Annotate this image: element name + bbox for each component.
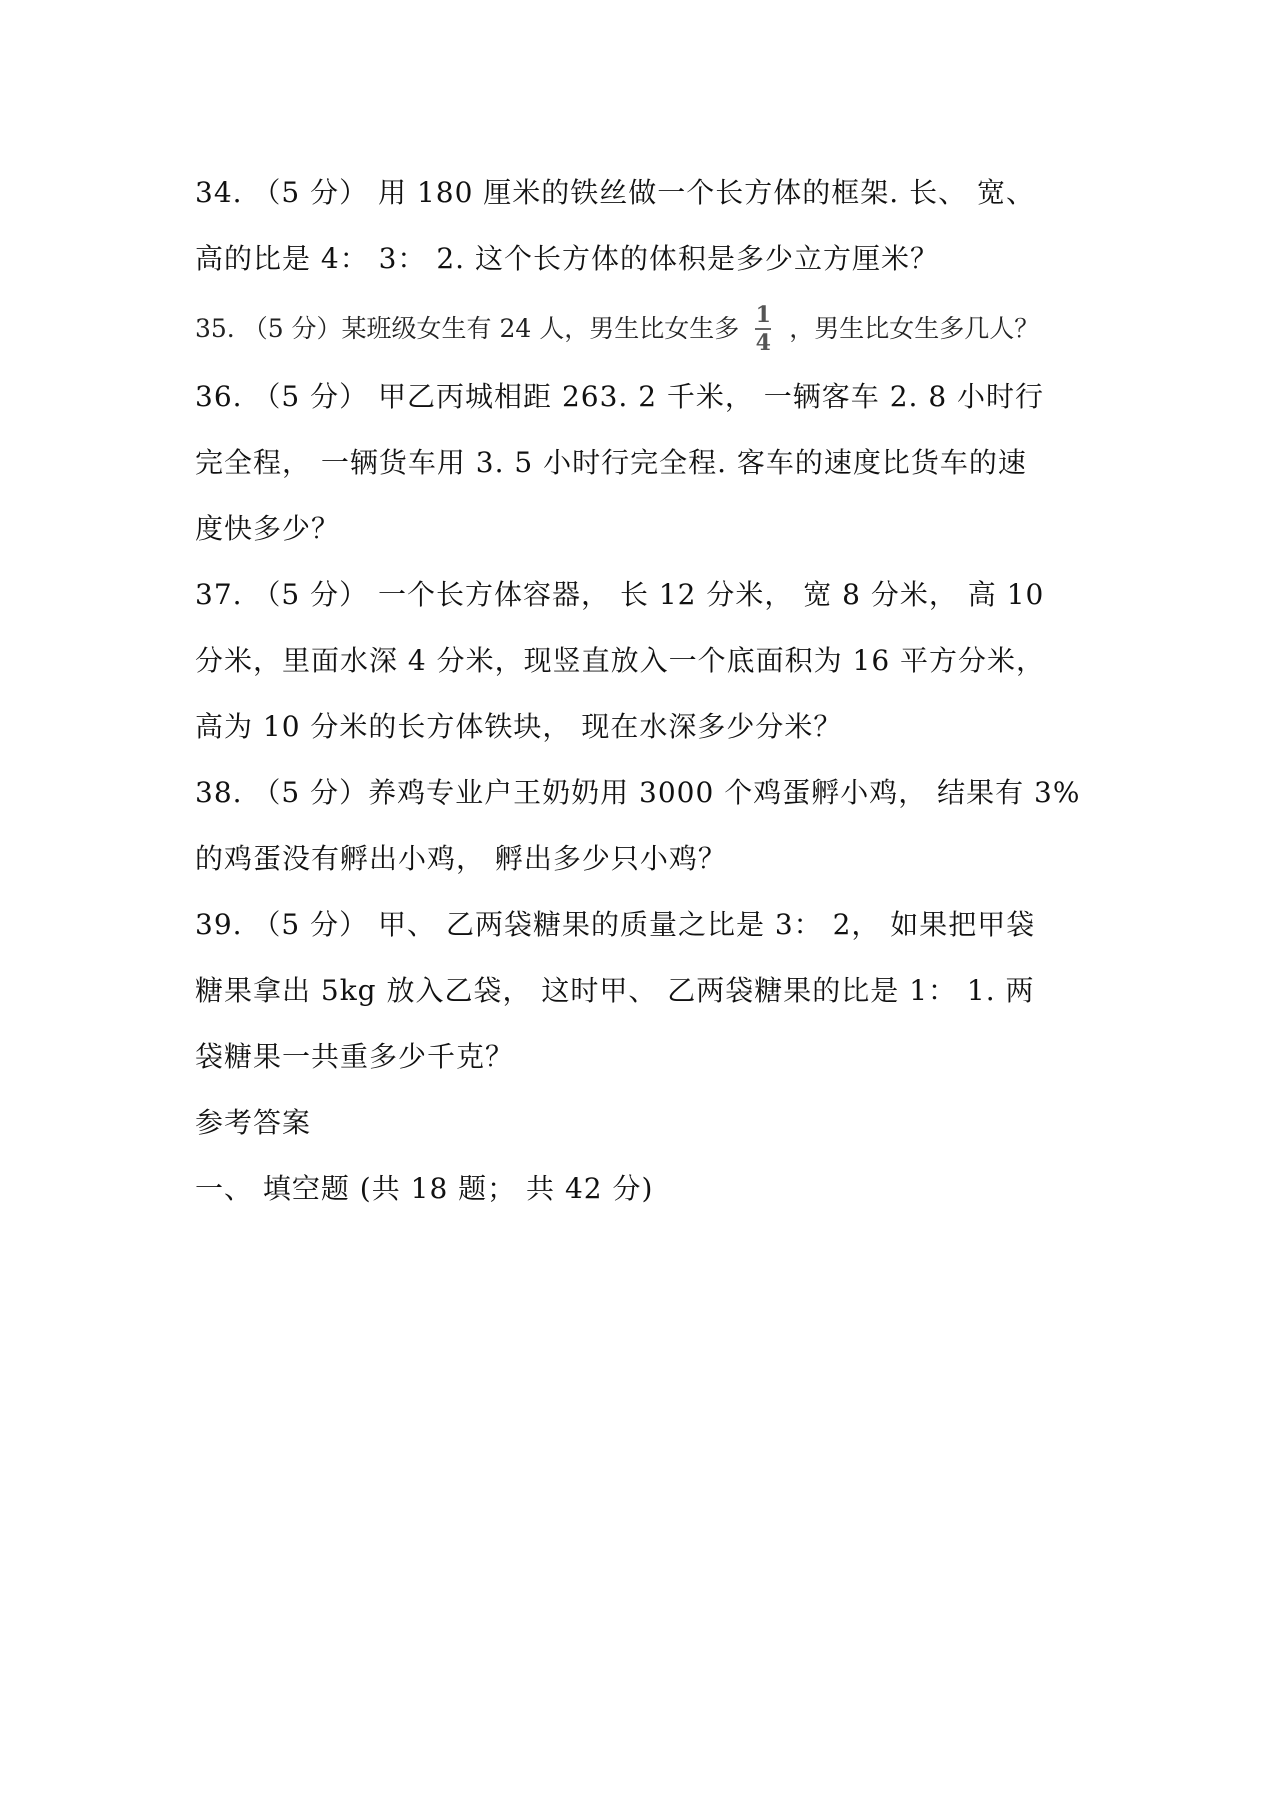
question-37-line-2: 分米，里面水深 4 分米，现竖直放入一个底面积为 16 平方分米， <box>195 644 1046 677</box>
question-34-line-2: 高的比是 4： 3： 2. 这个长方体的体积是多少立方厘米？ <box>195 242 939 275</box>
fraction-numerator: 1 <box>755 302 771 328</box>
question-36-line-2: 完全程， 一辆货车用 3. 5 小时行完全程. 客车的速度比货车的速 <box>195 446 1027 479</box>
question-34-line-1: 34. （5 分） 用 180 厘米的铁丝做一个长方体的框架. 长、 宽、 <box>195 176 1035 209</box>
question-36 <box>195 364 1095 562</box>
question-37-line-1: 37. （5 分） 一个长方体容器， 长 12 分米， 宽 8 分米， 高 10 <box>195 578 1045 611</box>
question-38-line-1: 38. （5 分）养鸡专业户王奶奶用 3000 个鸡蛋孵小鸡， 结果有 3% <box>195 776 1081 809</box>
question-36-line-3: 度快多少？ <box>195 512 341 545</box>
question-38 <box>195 760 1095 892</box>
question-39-line-1: 39. （5 分） 甲、 乙两袋糖果的质量之比是 3： 2， 如果把甲袋 <box>195 908 1036 941</box>
question-35 <box>195 294 1095 364</box>
question-39-line-2: 糖果拿出 5kg 放入乙袋， 这时甲、 乙两袋糖果的比是 1： 1. 两 <box>195 974 1035 1007</box>
question-35-text-after: ，男生比女生多几人？ <box>789 314 1040 343</box>
fraction <box>755 304 771 354</box>
document-content <box>195 160 1095 1222</box>
answers-heading: 参考答案 <box>195 1106 312 1139</box>
question-36-line-1: 36. （5 分） 甲乙丙城相距 263. 2 千米， 一辆客车 2. 8 小时行 <box>195 380 1045 413</box>
question-38-line-2: 的鸡蛋没有孵出小鸡， 孵出多少只小鸡？ <box>195 842 727 875</box>
question-39-line-3: 袋糖果一共重多少千克？ <box>195 1040 515 1073</box>
question-37 <box>195 562 1095 760</box>
question-37-line-3: 高为 10 分米的长方体铁块， 现在水深多少分米？ <box>195 710 843 743</box>
question-39 <box>195 892 1095 1090</box>
question-35-text-before: 35. （5 分）某班级女生有 24 人，男生比女生多 <box>195 314 740 343</box>
section-heading: 一、 填空题 (共 18 题； 共 42 分) <box>195 1172 654 1205</box>
question-34 <box>195 160 1095 292</box>
fraction-denominator: 4 <box>755 330 771 356</box>
